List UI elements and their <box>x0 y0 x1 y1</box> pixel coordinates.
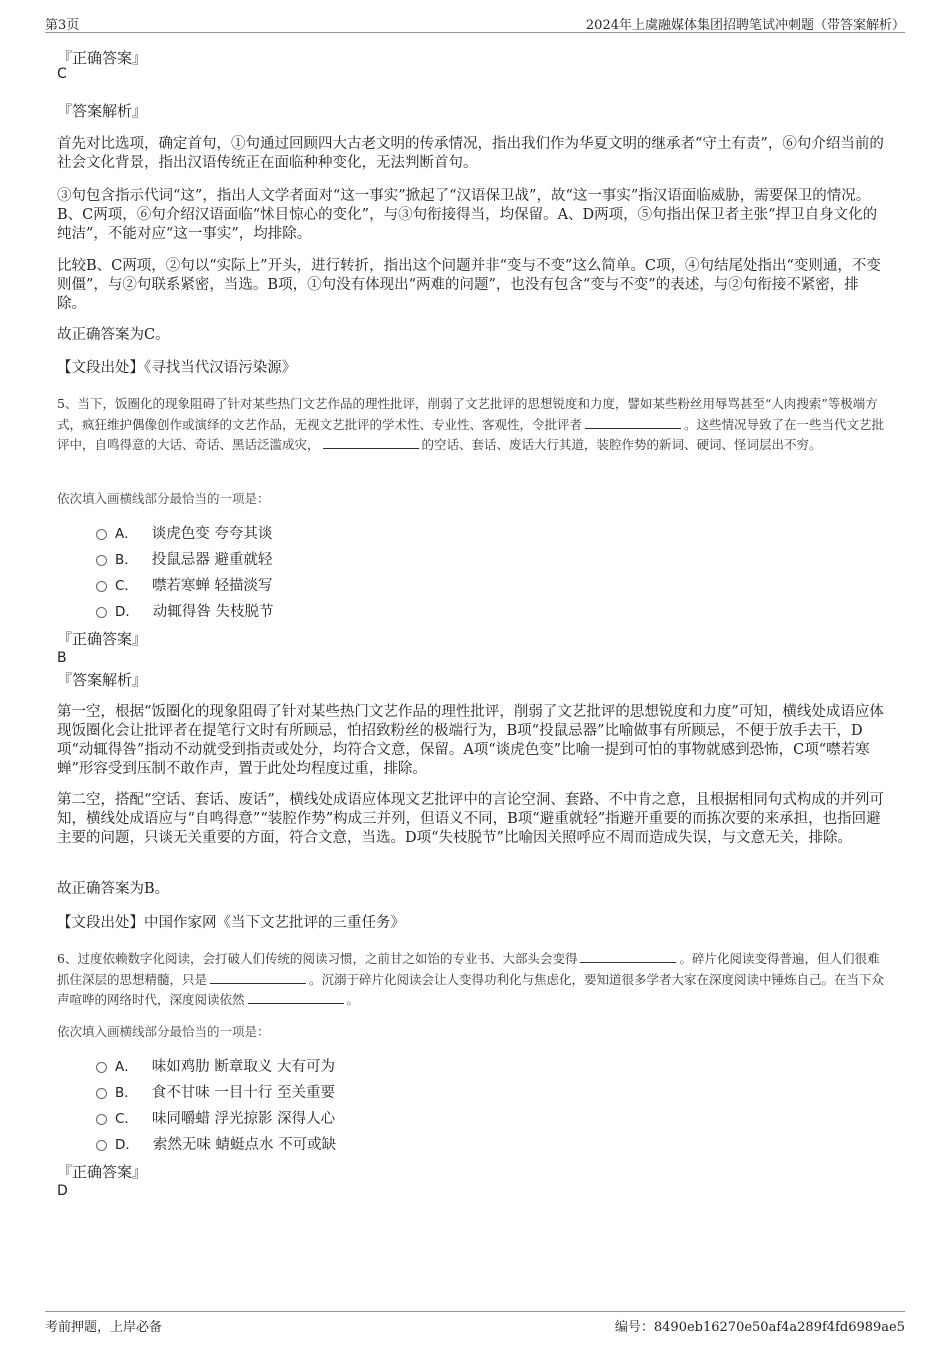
q6-option-a[interactable]: A． 味如鸡肋 断章取义 大有可为 <box>96 1057 335 1077</box>
fill-blank <box>323 436 419 449</box>
q4-conclusion: 故正确答案为C。 <box>57 327 170 343</box>
fill-blank <box>210 971 306 984</box>
q6-answer: D <box>57 1183 68 1199</box>
q4-source: 【文段出处】《寻找当代汉语污染源》 <box>57 360 297 376</box>
q4-analysis-p3: 比较B、C两项，②句以“实际上”开头，进行转折，指出这个问题并非“变与不变”这么简单。C项，④句结尾处指出“变则通，不变则僵”，与②句联系紧密，当选。B项，①句没有体现出“两难的问题”，也没有包含“变与不变”的表述，与②句衔接不紧密，排除。 <box>57 258 881 312</box>
fill-blank <box>580 950 676 963</box>
radio-icon[interactable] <box>96 581 107 592</box>
radio-icon[interactable] <box>96 1088 107 1099</box>
radio-icon[interactable] <box>96 529 107 540</box>
q5-analysis-p2: 第二空，搭配“空话、套话、废话”，横线处成语应体现文艺批评中的言论空洞、套路、不中肯之意，且根据相同句式构成的并列可知，横线处成语应与“自鸣得意”“装腔作势”构成三并列，但语义不同，B项“避重就轻”指避开重要的而拣次要的来承担，也指回避主要的问题，只谈无关重要的方面，符合文意，当选。D项“失枝脱节”比喻因关照呼应不周而造成失误，与文意无关，排除。 <box>57 792 884 846</box>
radio-icon[interactable] <box>96 1062 107 1073</box>
radio-icon[interactable] <box>96 1140 107 1151</box>
radio-icon[interactable] <box>96 1114 107 1125</box>
q6-option-c[interactable]: C． 味同嚼蜡 浮光掠影 深得人心 <box>96 1109 335 1129</box>
page-footer <box>45 1311 905 1334</box>
q5-option-b[interactable]: B． 投鼠忌器 避重就轻 <box>96 550 272 570</box>
radio-icon[interactable] <box>96 607 107 618</box>
q6-option-d[interactable]: D． 索然无味 蜻蜓点水 不可或缺 <box>96 1135 336 1155</box>
q6-answer-label: 『正确答案』 <box>57 1163 148 1181</box>
q5-stem: 5、当下，饭圈化的现象阻碍了针对某些热门文艺作品的理性批评，削弱了文艺批评的思想锐度和力度，譬如某些粉丝用辱骂甚至“人肉搜索”等极端方式，疯狂维护偶像创作或演绎的文艺作品，无视文艺批评的学术性、专业性、客观性，令批评者 。这些情况导致了在一些当代文艺批评中，自鸣得意的大话、奇话、黑话泛滥成灾， 的空话、套话、废话大行其道，装腔作势的新词、硬词、怪词层出不穷。 <box>57 396 885 452</box>
q6-option-b[interactable]: B． 食不甘味 一目十行 至关重要 <box>96 1083 335 1103</box>
q4-answer: C <box>57 66 67 82</box>
fill-blank <box>585 416 681 429</box>
fill-blank <box>248 991 344 1004</box>
q5-answer: B <box>57 650 67 666</box>
footer-slogan: 考前押题，上岸必备 <box>45 1320 163 1335</box>
q5-source: 【文段出处】中国作家网《当下文艺批评的三重任务》 <box>57 915 405 931</box>
radio-icon[interactable] <box>96 555 107 566</box>
q4-analysis-p2: ③句包含指示代词“这”，指出人文学者面对“这一事实”掀起了“汉语保卫战”，故“这一事实”指汉语面临威胁，需要保卫的情况。B、C两项，⑥句介绍汉语面临“怵目惊心的变化”，与③句衔接得当，均保留。A、D两项，⑤句指出保卫者主张“捍卫自身文化的纯洁”，不能对应“这一事实”，均排除。 <box>57 188 878 242</box>
q5-option-c[interactable]: C． 噤若寒蝉 轻描淡写 <box>96 576 273 596</box>
q6-ask: 依次填入画横线部分最恰当的一项是： <box>57 1024 270 1039</box>
q6-stem: 6、过度依赖数字化阅读，会打破人们传统的阅读习惯，之前甘之如饴的专业书、大部头会变得 。碎片化阅读变得普遍，但人们很难抓住深层的思想精髓，只是 。沉溺于碎片化阅读会让人变得功利化与焦虑化，要知道很多学者大家在深度阅读中锤炼自己。在当下众声喧哗的网络时代，深度阅读依然 。 <box>57 951 885 1007</box>
q5-option-d[interactable]: D． 动辄得咎 失枝脱节 <box>96 602 274 622</box>
q4-analysis-label: 『答案解析』 <box>57 102 148 120</box>
q5-option-a[interactable]: A． 谈虎色变 夸夸其谈 <box>96 524 272 544</box>
document-id: 编号：8490eb16270e50af4a289f4fd6989ae5 <box>614 1320 905 1335</box>
q5-conclusion: 故正确答案为B。 <box>57 881 170 897</box>
q5-ask: 依次填入画横线部分最恰当的一项是： <box>57 491 270 506</box>
document-title: 2024年上虞融媒体集团招聘笔试冲刺题（带答案解析） <box>585 18 905 33</box>
q5-answer-label: 『正确答案』 <box>57 630 148 648</box>
q4-answer-label: 『正确答案』 <box>57 49 148 67</box>
q5-analysis-label: 『答案解析』 <box>57 671 148 689</box>
q5-analysis-p1: 第一空，根据“饭圈化的现象阻碍了针对某些热门文艺作品的理性批评，削弱了文艺批评的思想锐度和力度”可知，横线处成语应体现饭圈化会让批评者在提笔行文时有所顾忌，怕招致粉丝的极端行为，B项“投鼠忌器”比喻做事有所顾忌，不便于放手去干，D项“动辄得咎”指动不动就受到指责或处分，均符合文意，保留。A项“谈虎色变”比喻一提到可怕的事物就感到恐怖，C项“噤若寒蝉”形容受到压制不敢作声，置于此处均程度过重，排除。 <box>57 704 884 777</box>
page-header <box>45 12 905 33</box>
q4-analysis-p1: 首先对比选项，确定首句，①句通过回顾四大古老文明的传承情况，指出我们作为华夏文明的继承者“守土有责”，⑥句介绍当前的社会文化背景，指出汉语传统正在面临种种变化，无法判断首句。 <box>57 136 884 171</box>
page-number: 第3页 <box>45 18 80 33</box>
